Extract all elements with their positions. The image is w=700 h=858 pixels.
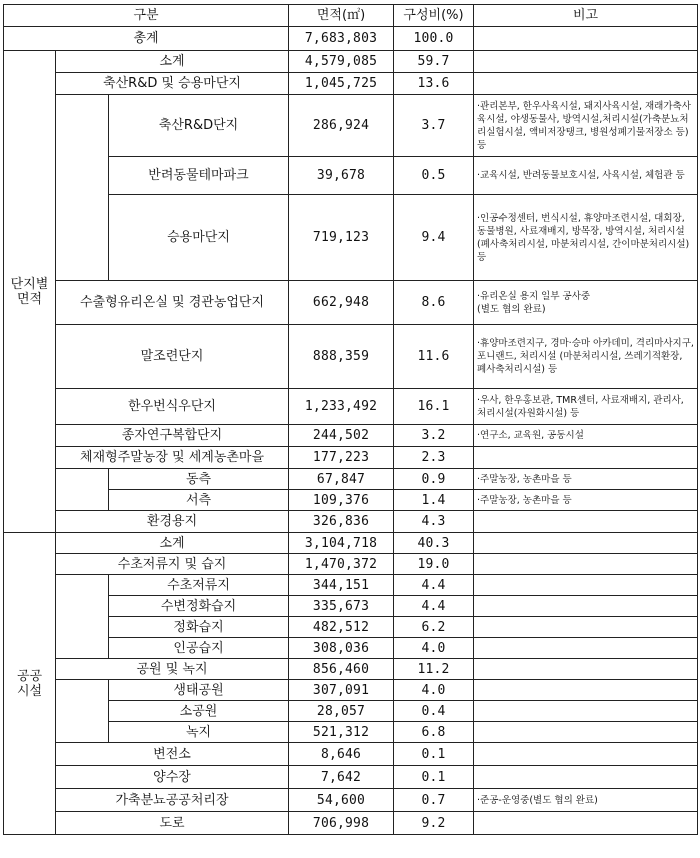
row-label: 한우번식우단지 xyxy=(56,389,289,425)
row-ratio: 3.7 xyxy=(394,95,474,157)
row-label: 녹지 xyxy=(109,722,289,743)
table-row xyxy=(4,490,698,511)
row-note xyxy=(474,554,698,575)
row-note xyxy=(474,596,698,617)
total-ratio: 100.0 xyxy=(394,27,474,51)
row-ratio: 16.1 xyxy=(394,389,474,425)
row-area: 662,948 xyxy=(289,281,394,325)
table-row xyxy=(4,51,698,73)
row-ratio: 4.0 xyxy=(394,680,474,701)
total-note xyxy=(474,27,698,51)
indent-cell xyxy=(56,575,109,659)
table-row xyxy=(4,554,698,575)
row-label: 동측 xyxy=(109,469,289,490)
row-area: 344,151 xyxy=(289,575,394,596)
row-ratio: 0.1 xyxy=(394,743,474,766)
row-label: 소계 xyxy=(56,51,289,73)
row-area: 4,579,085 xyxy=(289,51,394,73)
row-note xyxy=(474,533,698,554)
row-note: ·주말농장, 농촌마을 등 xyxy=(474,490,698,511)
row-area: 7,642 xyxy=(289,766,394,789)
row-ratio: 59.7 xyxy=(394,51,474,73)
row-note xyxy=(474,447,698,469)
row-area: 856,460 xyxy=(289,659,394,680)
table-row xyxy=(4,195,698,281)
row-label: 수초저류지 및 습지 xyxy=(56,554,289,575)
row-ratio: 9.2 xyxy=(394,812,474,835)
row-note: ·연구소, 교육원, 공동시설 xyxy=(474,425,698,447)
table-row xyxy=(4,575,698,596)
row-ratio: 0.9 xyxy=(394,469,474,490)
row-label: 도로 xyxy=(56,812,289,835)
total-label: 총계 xyxy=(4,27,289,51)
row-area: 521,312 xyxy=(289,722,394,743)
row-area: 307,091 xyxy=(289,680,394,701)
table-row xyxy=(4,533,698,554)
row-label: 변전소 xyxy=(56,743,289,766)
row-ratio: 11.2 xyxy=(394,659,474,680)
row-ratio: 19.0 xyxy=(394,554,474,575)
total-area: 7,683,803 xyxy=(289,27,394,51)
row-ratio: 4.4 xyxy=(394,575,474,596)
row-label: 축산R&D단지 xyxy=(109,95,289,157)
row-ratio: 6.2 xyxy=(394,617,474,638)
row-ratio: 0.7 xyxy=(394,789,474,812)
public-group-label: 공공 시설 xyxy=(4,533,56,835)
row-ratio: 9.4 xyxy=(394,195,474,281)
table-row xyxy=(4,469,698,490)
row-label: 승용마단지 xyxy=(109,195,289,281)
row-note xyxy=(474,511,698,533)
row-area: 335,673 xyxy=(289,596,394,617)
area-table-container xyxy=(3,4,697,835)
row-area: 54,600 xyxy=(289,789,394,812)
total-row xyxy=(4,27,698,51)
table-row xyxy=(4,95,698,157)
row-area: 326,836 xyxy=(289,511,394,533)
header-ratio: 구성비(%) xyxy=(394,5,474,27)
row-ratio: 13.6 xyxy=(394,73,474,95)
row-area: 482,512 xyxy=(289,617,394,638)
row-label: 종자연구복합단지 xyxy=(56,425,289,447)
row-label: 소계 xyxy=(56,533,289,554)
header-note: 비고 xyxy=(474,5,698,27)
row-area: 719,123 xyxy=(289,195,394,281)
indent-cell xyxy=(56,95,109,281)
row-note xyxy=(474,617,698,638)
row-label: 수출형유리온실 및 경관농업단지 xyxy=(56,281,289,325)
table-row xyxy=(4,325,698,389)
row-note xyxy=(474,575,698,596)
row-area: 706,998 xyxy=(289,812,394,835)
row-label: 양수장 xyxy=(56,766,289,789)
table-row xyxy=(4,722,698,743)
row-ratio: 0.5 xyxy=(394,157,474,195)
table-row xyxy=(4,617,698,638)
row-label: 수변정화습지 xyxy=(109,596,289,617)
row-area: 3,104,718 xyxy=(289,533,394,554)
row-area: 1,045,725 xyxy=(289,73,394,95)
row-note: ·인공수정센터, 번식시설, 휴양마조련시설, 대회장, 동물병원, 사료재배지, 방목장, 방역시설, 처리시설(폐사축처리시설, 마분처리시설, 간이마분처리시설) 등 xyxy=(474,195,698,281)
table-row xyxy=(4,743,698,766)
row-area: 888,359 xyxy=(289,325,394,389)
row-label: 가축분뇨공공처리장 xyxy=(56,789,289,812)
row-label: 정화습지 xyxy=(109,617,289,638)
table-row xyxy=(4,596,698,617)
row-label: 수초저류지 xyxy=(109,575,289,596)
table-row xyxy=(4,425,698,447)
row-area: 67,847 xyxy=(289,469,394,490)
row-note: ·주말농장, 농촌마을 등 xyxy=(474,469,698,490)
row-note xyxy=(474,743,698,766)
row-note: ·휴양마조련지구, 경마·승마 아카데미, 격리마사지구, 포니랜드, 처리시설 (마분처리시설, 쓰레기적환장, 폐사축처리시설) 등 xyxy=(474,325,698,389)
table-row xyxy=(4,659,698,680)
row-label: 축산R&D 및 승용마단지 xyxy=(56,73,289,95)
table-row xyxy=(4,789,698,812)
row-label: 환경용지 xyxy=(56,511,289,533)
row-ratio: 0.4 xyxy=(394,701,474,722)
table-row xyxy=(4,281,698,325)
row-area: 286,924 xyxy=(289,95,394,157)
indent-cell xyxy=(56,680,109,743)
row-note: ·교육시설, 반려동물보호시설, 사육시설, 체험관 등 xyxy=(474,157,698,195)
row-area: 244,502 xyxy=(289,425,394,447)
indent-cell xyxy=(56,469,109,511)
row-note xyxy=(474,722,698,743)
row-ratio: 4.0 xyxy=(394,638,474,659)
row-ratio: 1.4 xyxy=(394,490,474,511)
row-ratio: 2.3 xyxy=(394,447,474,469)
row-label: 인공습지 xyxy=(109,638,289,659)
header-row xyxy=(4,5,698,27)
row-note: ·관리본부, 한우사육시설, 돼지사육시설, 재래가축사육시설, 야생동물사, 방역시설,처리시설(가축분뇨처리실험시설, 액비저장탱크, 병원성폐기물저장소 등) 등 xyxy=(474,95,698,157)
row-note xyxy=(474,766,698,789)
row-ratio: 8.6 xyxy=(394,281,474,325)
row-area: 1,233,492 xyxy=(289,389,394,425)
row-label: 서측 xyxy=(109,490,289,511)
row-area: 308,036 xyxy=(289,638,394,659)
table-row xyxy=(4,766,698,789)
row-ratio: 3.2 xyxy=(394,425,474,447)
row-label: 말조련단지 xyxy=(56,325,289,389)
table-row xyxy=(4,680,698,701)
row-note xyxy=(474,701,698,722)
complex-group-label: 단지별 면적 xyxy=(4,51,56,533)
row-area: 8,646 xyxy=(289,743,394,766)
row-note xyxy=(474,51,698,73)
row-ratio: 0.1 xyxy=(394,766,474,789)
row-label: 생태공원 xyxy=(109,680,289,701)
row-label: 반려동물테마파크 xyxy=(109,157,289,195)
row-label: 체재형주말농장 및 세계농촌마을 xyxy=(56,447,289,469)
row-note xyxy=(474,680,698,701)
row-ratio: 4.4 xyxy=(394,596,474,617)
row-ratio: 11.6 xyxy=(394,325,474,389)
row-note xyxy=(474,73,698,95)
table-row xyxy=(4,157,698,195)
header-category: 구분 xyxy=(4,5,289,27)
row-area: 109,376 xyxy=(289,490,394,511)
row-label: 공원 및 녹지 xyxy=(56,659,289,680)
row-note xyxy=(474,659,698,680)
table-row xyxy=(4,511,698,533)
table-row xyxy=(4,701,698,722)
table-row xyxy=(4,812,698,835)
row-label: 소공원 xyxy=(109,701,289,722)
row-note xyxy=(474,812,698,835)
table-row xyxy=(4,447,698,469)
header-area: 면적(㎡) xyxy=(289,5,394,27)
row-area: 28,057 xyxy=(289,701,394,722)
table-row xyxy=(4,638,698,659)
row-ratio: 6.8 xyxy=(394,722,474,743)
row-area: 39,678 xyxy=(289,157,394,195)
row-note xyxy=(474,638,698,659)
table-row xyxy=(4,389,698,425)
area-composition-table xyxy=(3,4,698,835)
row-area: 1,470,372 xyxy=(289,554,394,575)
row-note: ·유리온실 용지 일부 공사중 (별도 협의 완료) xyxy=(474,281,698,325)
table-row xyxy=(4,73,698,95)
row-ratio: 40.3 xyxy=(394,533,474,554)
row-note: ·준공-운영중(별도 협의 완료) xyxy=(474,789,698,812)
row-area: 177,223 xyxy=(289,447,394,469)
row-ratio: 4.3 xyxy=(394,511,474,533)
row-note: ·우사, 한우홍보관, TMR센터, 사료재배지, 관리사, 처리시설(자원화시설) 등 xyxy=(474,389,698,425)
